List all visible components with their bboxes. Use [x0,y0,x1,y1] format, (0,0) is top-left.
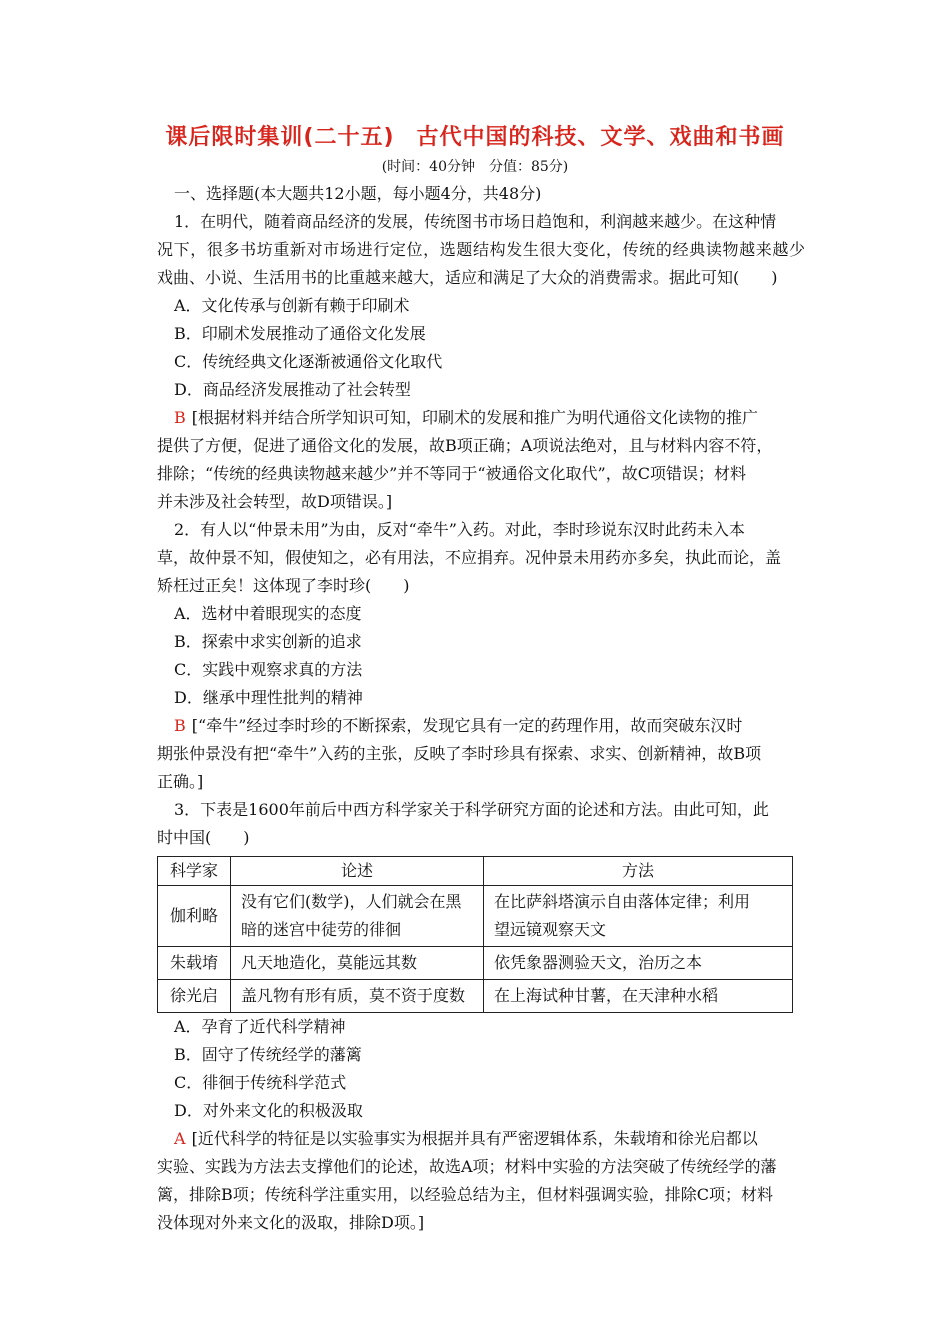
option-d: D．继承中理性批判的精神 [174,688,363,707]
question-stem-line: 矫枉过正矣！这体现了李时珍( ) [157,576,410,595]
option-b: B．固守了传统经学的藩篱 [174,1045,362,1064]
option-b: B．印刷术发展推动了通俗文化发展 [174,324,426,343]
table-cell-name: 朱载堉 [158,947,231,980]
option-a: A．文化传承与创新有赖于印刷术 [174,296,410,315]
answer-line [157,1125,805,1153]
question-stem-line: 时中国( ) [157,828,250,847]
option-a: A．孕育了近代科学精神 [174,1017,346,1036]
table-header: 科学家 [158,857,231,886]
question-stem-line: 1．在明代，随着商品经济的发展，传统图书市场日趋饱和，利润越来越少。在这种情 [174,212,777,231]
table-cell-name: 徐光启 [158,980,231,1013]
section-heading: 一、选择题(本大题共12小题，每小题4分，共48分) [174,184,542,203]
explanation-text: [“牵牛”经过李时珍的不断探索，发现它具有一定的药理作用，故而突破东汉时 [191,716,743,735]
cell-line: 没有它们(数学)，人们就会在黑 [241,892,462,911]
table-header: 方法 [484,857,793,886]
cell-line: 在比萨斜塔演示自由落体定律；利用 [494,892,751,911]
option-b: B．探索中求实创新的追求 [174,632,362,651]
document-body [157,180,805,1237]
question-stem-line: 况下，很多书坊重新对市场进行定位，选题结构发生很大变化，传统的经典读物越来越少 [157,240,805,259]
explanation-line: 正确。] [157,772,204,791]
explanation-line: 排除；“传统的经典读物越来越少”并不等同于“被通俗文化取代”，故C项错误；材料 [157,464,746,483]
question-1 [157,208,805,516]
table-cell-name: 伽利略 [158,886,231,947]
question-3 [157,796,805,1237]
explanation-line: 篱，排除B项；传统科学注重实用，以经验总结为主，但材料强调实验，排除C项；材料 [157,1185,774,1204]
question-2 [157,516,805,796]
explanation-text: [近代科学的特征是以实验事实为根据并具有严密逻辑体系，朱载堉和徐光启都以 [191,1129,758,1148]
table-cell-statement [231,980,484,1013]
table-header: 论述 [231,857,484,886]
answer-key: B [174,408,186,427]
table-cell-statement [231,886,484,947]
option-a: A．选材中着眼现实的态度 [174,604,362,623]
title-series: 课后限时集训(二十五) [165,125,395,150]
option-d: D．对外来文化的积极汲取 [174,1101,363,1120]
answer-line [157,712,805,740]
scientist-table [157,856,793,1013]
question-stem-line: 草，故仲景不知，假使知之，必有用法，不应捐弃。况仲景未用药亦多矣，执此而论，盖 [157,548,782,567]
table-row [158,980,793,1013]
explanation-line: 并未涉及社会转型，故D项错误。] [157,492,393,511]
explanation-line: 实验、实践为方法去支撑他们的论述，故选A项；材料中实验的方法突破了传统经学的藩 [157,1157,777,1176]
option-c: C．徘徊于传统科学范式 [174,1073,347,1092]
table-row [158,886,793,947]
cell-line: 在上海试种甘薯，在天津种水稻 [494,986,719,1005]
cell-line: 望远镜观察天文 [494,920,607,939]
option-d: D．商品经济发展推动了社会转型 [174,380,411,399]
option-c: C．实践中观察求真的方法 [174,660,363,679]
explanation-line: 提供了方便，促进了通俗文化的发展，故B项正确；A项说法绝对，且与材料内容不符， [157,436,773,455]
answer-key: A [174,1129,186,1148]
question-stem-line: 3．下表是1600年前后中西方科学家关于科学研究方面的论述和方法。由此可知，此 [174,800,769,819]
explanation-line: 期张仲景没有把“牵牛”入药的主张，反映了李时珍具有探索、求实、创新精神，故B项 [157,744,762,763]
answer-line [157,404,805,432]
page-title [0,120,950,151]
time-score-info: (时间：40分钟 分值：85分) [381,159,569,175]
question-stem-line: 戏曲、小说、生活用书的比重越来越大，适应和满足了大众的消费需求。据此可知( ) [157,268,778,287]
cell-line: 凡天地造化，莫能远其数 [241,953,418,972]
answer-key: B [174,716,186,735]
question-stem-line: 2．有人以“仲景未用”为由，反对“牵牛”入药。对此，李时珍说东汉时此药未入本 [174,520,745,539]
table-header-row [158,857,793,886]
cell-line: 盖凡物有形有质，莫不资于度数 [241,986,466,1005]
explanation-text: [根据材料并结合所学知识可知，印刷术的发展和推广为明代通俗文化读物的推广 [191,408,759,427]
table-cell-method [484,886,793,947]
explanation-line: 没体现对外来文化的汲取，排除D项。] [157,1213,425,1232]
title-topic: 古代中国的科技、文学、戏曲和书画 [416,125,785,150]
table-cell-method [484,947,793,980]
table-cell-method [484,980,793,1013]
table-cell-statement [231,947,484,980]
cell-line: 暗的迷宫中徒劳的徘徊 [241,920,402,939]
cell-line: 依凭象器测验天文，治历之本 [494,953,703,972]
table-row [158,947,793,980]
option-c: C．传统经典文化逐渐被通俗文化取代 [174,352,443,371]
